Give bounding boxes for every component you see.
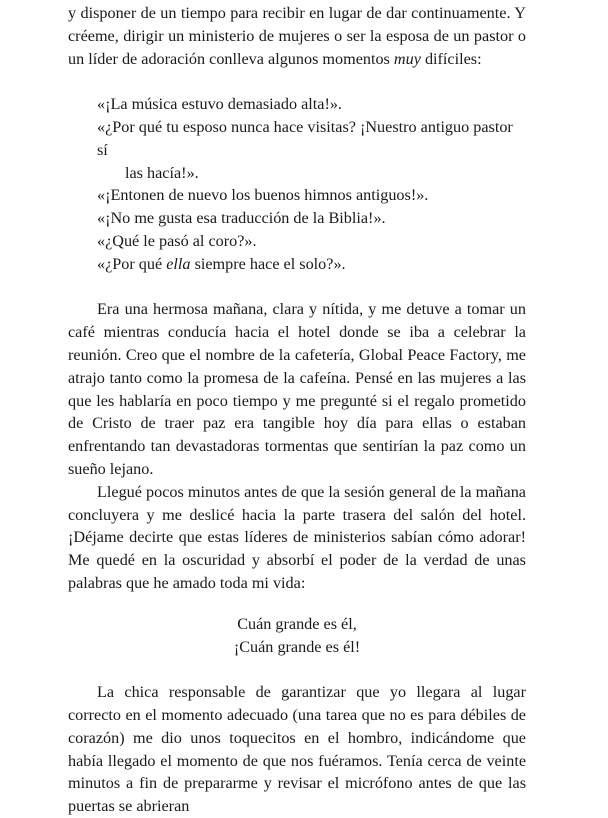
emphasis-muy: muy (393, 49, 421, 68)
paragraph-intro (68, 2, 526, 70)
verse-line-2: ¡Cuán grande es él! (233, 637, 361, 656)
spacer (68, 595, 526, 613)
quote-list (68, 93, 526, 275)
quote-item: «¿Por qué ella siempre hace el solo?». (97, 254, 346, 273)
quote-item: «¡La música estuvo demasiado alta!». (97, 95, 342, 114)
paragraph-intro-end: difíciles: (420, 49, 482, 68)
verse-line-1: Cuán grande es él, (237, 614, 357, 633)
quote-item: «¡No me gusta esa traducción de la Biblia!». (97, 209, 386, 228)
page-text (68, 2, 526, 818)
paragraph-morning: Era una hermosa mañana, clara y nítida, y me detuve a tomar un café mientras conducía hacia el hotel donde se iba a celebrar la reunión. Creo que el nombre de la cafetería, Global Peace Factory, me atrajo tanto como la promesa de la cafeína. Pensé en las mujeres a las que les hablaría en poco tiempo y me pregunté si el regalo prometido de Cristo de traer paz era tangible hoy día para ellas o estaban enfrentando tan devastadoras tormentas que sentirían la paz como un sueño lejano. (68, 300, 526, 478)
spacer (68, 658, 526, 681)
emphasis-ella: ella (166, 254, 191, 273)
spacer (68, 276, 526, 299)
quote-item: «¿Qué le pasó al coro?». (97, 231, 257, 250)
paragraph-intro-text: y disponer de un tiempo para recibir en lugar de dar continuamente. Y créeme, dirigir un ministerio de mujeres o ser la esposa de un pastor o un líder de adoración conlleva algunos momentos (68, 4, 526, 68)
paragraph-arrival: Llegué pocos minutos antes de que la sesión general de la mañana concluyera y me deslicé hacia la parte trasera del salón del hotel. ¡Déjame decirte que estas líderes de ministerios sabían cómo adorar! Me quedé en la oscuridad y absorbí el poder de la verdad de unas palabras que he amado toda mi vida: (68, 482, 526, 592)
quote-item: «¡Entonen de nuevo los buenos himnos antiguos!». (97, 186, 429, 205)
spacer (68, 70, 526, 93)
quote-item: «¿Por qué tu esposo nunca hace visitas? ¡Nuestro antiguo pastor sí las hacía!». (97, 117, 513, 182)
paragraph-preparation: La chica responsable de garantizar que yo llegara al lugar correcto en el momento adecuado (una tarea que no es para débiles de corazón) me dio unos toquecitos en el hombro, indicándome que había llegado el momento de que nos fuéramos. Tenía cerca de veinte minutos a fin de prepararme y revisar el micrófono antes de que las puertas se abrieran (68, 683, 526, 816)
